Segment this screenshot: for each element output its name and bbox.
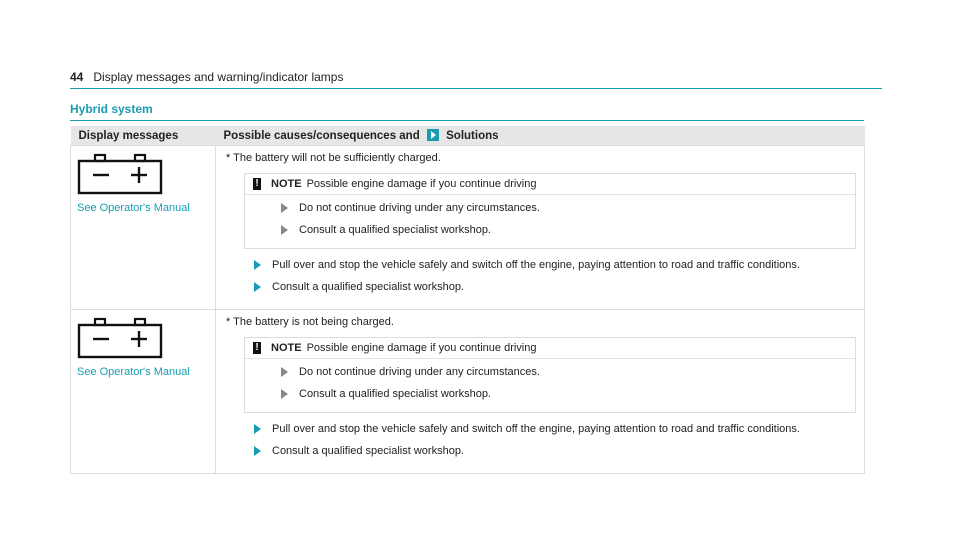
- note-step: [281, 388, 847, 400]
- col-causes-header-prefix: Possible causes/consequences and: [223, 130, 420, 142]
- step-arrow-icon: [254, 446, 261, 456]
- col-display-messages-header: Display messages: [71, 126, 216, 146]
- col-causes-header: [216, 126, 865, 146]
- step-arrow-icon: [281, 367, 288, 377]
- solution-steps: [226, 423, 856, 457]
- display-message-cell: [71, 310, 216, 474]
- solution-step: [254, 281, 856, 293]
- note-header: [245, 338, 855, 359]
- warning-icon: !: [253, 342, 261, 354]
- note-step: [281, 202, 847, 214]
- note-header: [245, 174, 855, 195]
- note-box: [244, 337, 856, 413]
- note-box: [244, 173, 856, 249]
- note-text: Possible engine damage if you continue driving: [306, 342, 537, 354]
- step-arrow-icon: [281, 225, 288, 235]
- solution-step-text: Consult a qualified specialist workshop.: [272, 281, 464, 293]
- note-body: [245, 195, 855, 248]
- step-arrow-icon: [281, 203, 288, 213]
- solution-step-text: Consult a qualified specialist workshop.: [272, 445, 464, 457]
- note-step-text: Consult a qualified specialist workshop.: [299, 224, 491, 236]
- solution-step: [254, 423, 856, 435]
- solution-step-text: Pull over and stop the vehicle safely and switch off the engine, paying attention to road and traffic conditions.: [272, 423, 800, 435]
- note-step-text: Do not continue driving under any circumstances.: [299, 366, 540, 378]
- col-causes-header-suffix: Solutions: [446, 130, 499, 142]
- page-header-title: Display messages and warning/indicator lamps: [93, 70, 344, 84]
- note-body: [245, 359, 855, 412]
- battery-icon: [77, 153, 163, 195]
- cause-text: * The battery will not be sufficiently charged.: [226, 152, 441, 164]
- note-step-text: Do not continue driving under any circumstances.: [299, 202, 540, 214]
- step-arrow-icon: [281, 389, 288, 399]
- section-title: Hybrid system: [70, 102, 864, 121]
- note-step: [281, 224, 847, 236]
- display-messages-table: [70, 126, 865, 474]
- note-text: Possible engine damage if you continue driving: [306, 178, 537, 190]
- note-label: NOTE: [271, 178, 302, 190]
- solution-step-text: Pull over and stop the vehicle safely and switch off the engine, paying attention to road and traffic conditions.: [272, 259, 800, 271]
- step-arrow-icon: [254, 424, 261, 434]
- note-step: [281, 366, 847, 378]
- table-row: [71, 146, 865, 310]
- see-operators-manual-link[interactable]: See Operator's Manual: [77, 202, 190, 214]
- table-row: [71, 310, 865, 474]
- page-number: 44: [70, 70, 84, 84]
- note-label: NOTE: [271, 342, 302, 354]
- warning-icon: !: [253, 178, 261, 190]
- solution-arrow-icon: [427, 129, 439, 141]
- solution-step: [254, 259, 856, 271]
- table-header-row: [71, 126, 865, 146]
- solution-step: [254, 445, 856, 457]
- note-step-text: Consult a qualified specialist workshop.: [299, 388, 491, 400]
- page-header: [70, 70, 882, 89]
- causes-cell: [216, 146, 865, 310]
- causes-cell: [216, 310, 865, 474]
- step-arrow-icon: [254, 260, 261, 270]
- cause-text: * The battery is not being charged.: [226, 316, 394, 328]
- battery-icon: [77, 317, 163, 359]
- solution-steps: [226, 259, 856, 293]
- step-arrow-icon: [254, 282, 261, 292]
- display-message-cell: [71, 146, 216, 310]
- see-operators-manual-link[interactable]: See Operator's Manual: [77, 366, 190, 378]
